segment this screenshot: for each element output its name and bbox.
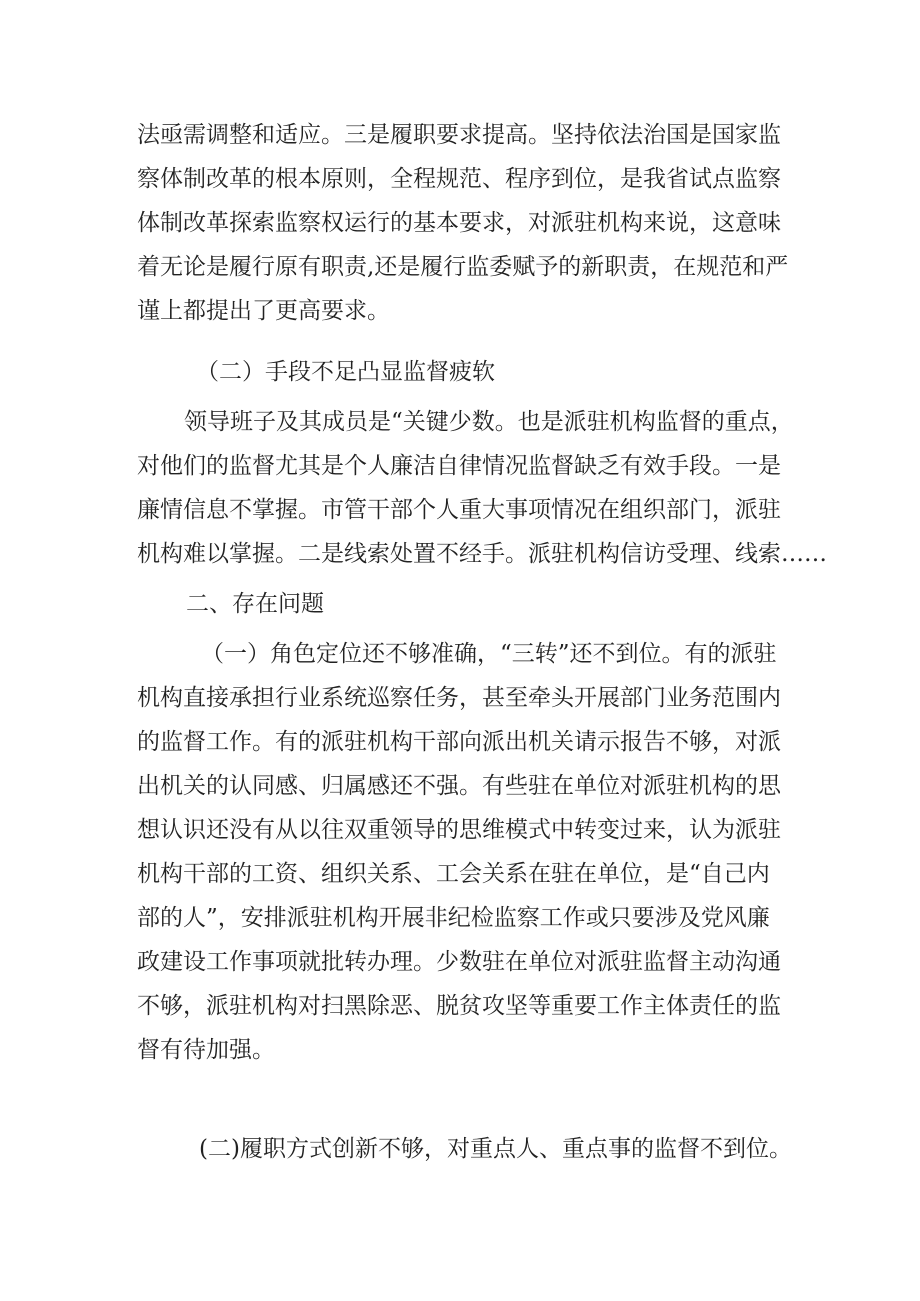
body-line: 察体制改革的根本原则，全程规范、程序到位，是我省试点监察 — [137, 166, 781, 192]
body-line: 领导班子及其成员是“关键少数。也是派驻机构监督的重点， — [184, 409, 794, 435]
body-line: （一）角色定位还不够准确，“三转”还不到位。有的派驻 — [201, 641, 777, 667]
body-line: 机构直接承担行业系统巡察任务，甚至牵头开展部门业务范围内 — [137, 685, 781, 711]
body-line: 的监督工作。有的派驻机构干部向派出机关请示报告不够，对派 — [137, 729, 781, 755]
body-line: 廉情信息不掌握。市管干部个人重大事项情况在组织部门，派驻 — [137, 497, 781, 523]
body-line: 督有待加强。 — [137, 1037, 275, 1063]
body-line: 机构干部的工资、组织关系、工会关系在驻在单位，是“自己内 — [137, 861, 770, 887]
body-line: 机构难以掌握。二是线索处置不经手。派驻机构信访受理、线索…… — [137, 541, 827, 567]
body-line: 体制改革探索监察权运行的基本要求，对派驻机构来说，这意味 — [137, 210, 781, 236]
section-heading: (二)履职方式创新不够，对重点人、重点事的监督不到位。 — [199, 1136, 792, 1162]
body-line: 着无论是履行原有职责,还是履行监委赋予的新职责，在规范和严 — [137, 254, 789, 280]
body-line: 出机关的认同感、归属感还不强。有些驻在单位对派驻机构的思 — [137, 773, 781, 799]
body-line: 部的人”，安排派驻机构开展非纪检监察工作或只要涉及党风廉 — [137, 905, 770, 931]
body-line: 不够，派驻机构对扫黑除恶、脱贫攻坚等重要工作主体责任的监 — [137, 993, 781, 1019]
body-line: 对他们的监督尤其是个人廉洁自律情况监督缺乏有效手段。一是 — [137, 453, 781, 479]
section-heading: 二、存在问题 — [186, 591, 324, 617]
body-line: 想认识还没有从以往双重领导的思维模式中转变过来，认为派驻 — [137, 817, 781, 843]
body-line: 谨上都提出了更高要求。 — [137, 298, 390, 324]
section-heading: （二）手段不足凸显监督疲软 — [196, 359, 495, 385]
body-line: 政建设工作事项就批转办理。少数驻在单位对派驻监督主动沟通 — [137, 949, 781, 975]
body-line: 法亟需调整和适应。三是履职要求提高。坚持依法治国是国家监 — [137, 122, 781, 148]
